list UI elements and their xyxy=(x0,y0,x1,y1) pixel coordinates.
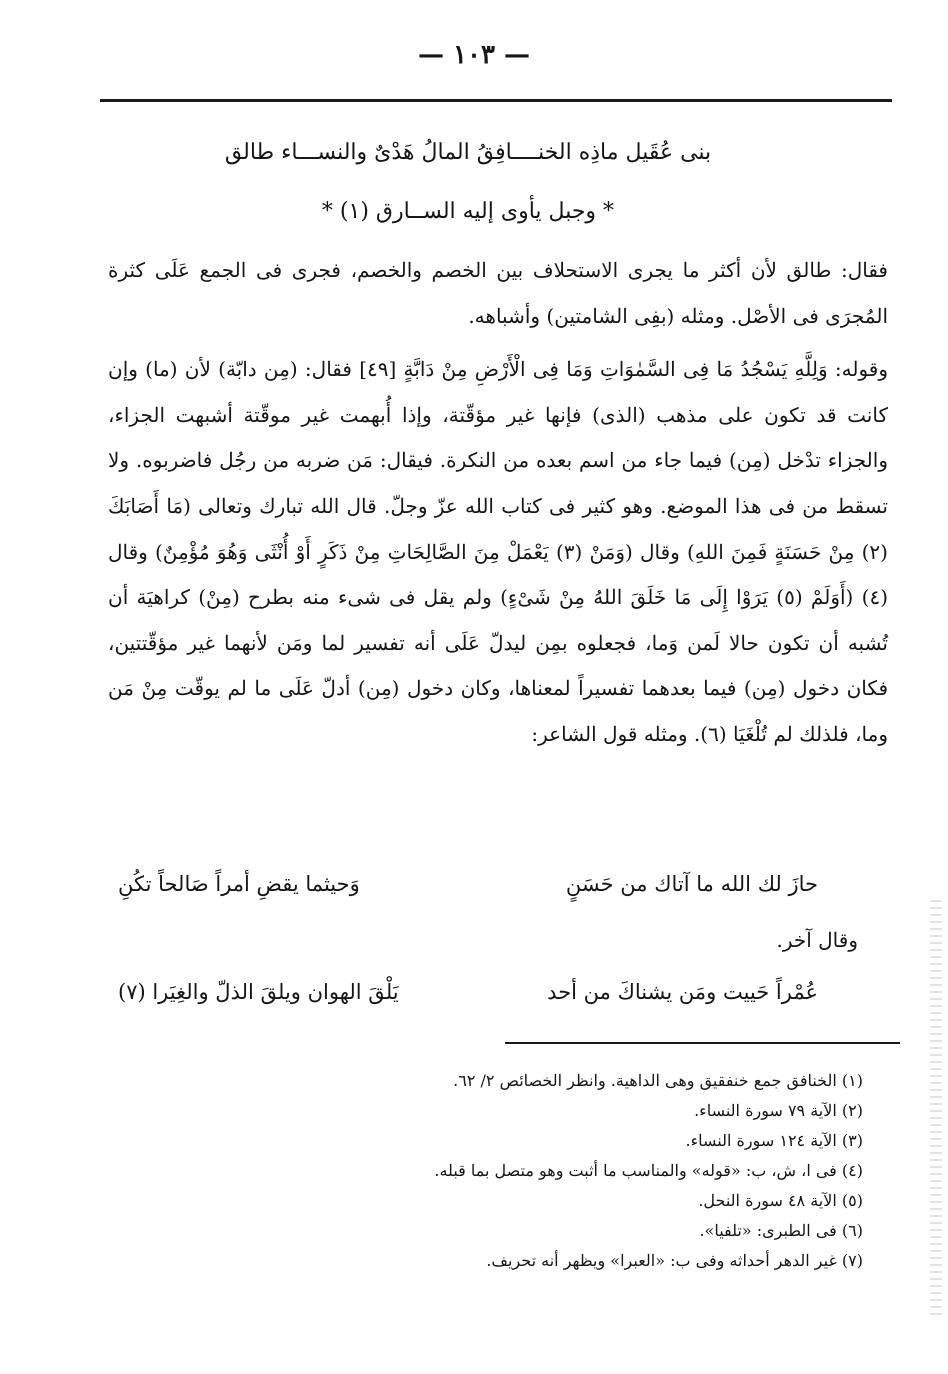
footnote: (٥) الآية ٤٨ سورة النحل. xyxy=(698,1191,863,1210)
footnote: (٧) غير الدهر أحداثه وفى ب: «العبرا» ويظهر أنه تحريف. xyxy=(486,1251,863,1270)
verse-line-1: بنى عُقَيل ماذِه الخنــــافِقُ المالُ هَدْىٌ والنســـاء طالق xyxy=(224,140,712,165)
verse-line-2: * وجبل يأوى إليه الســارق (١) * xyxy=(321,199,615,224)
footnote: (٦) فى الطبرى: «تلفيا». xyxy=(699,1221,863,1240)
paragraph: فقال: طالق لأن أكثر ما يجرى الاستحلاف بين الخصم والخصم، فجرى فى الجمع عَلَى كثرة المُجرَى فى الأصْل. ومثله (بفِى الشامتين) وأشباهه. xyxy=(108,258,888,328)
footnotes xyxy=(263,1066,863,1276)
scan-edge-noise xyxy=(930,900,942,1320)
header-rule xyxy=(100,99,892,102)
poem-hemistich-right: عُمْراً حَييت ومَن يشناكَ من أحد xyxy=(547,980,818,1004)
footnote: (١) الخنافق جمع خنفقيق وهى الداهية. وانظر الخصائص ٢/ ٦٢. xyxy=(453,1071,863,1090)
footnote: (٢) الآية ٧٩ سورة النساء. xyxy=(694,1101,863,1120)
main-text xyxy=(108,248,888,758)
page-number: — ١٠٣ — xyxy=(417,40,531,70)
footnote: (٣) الآية ١٢٤ سورة النساء. xyxy=(685,1131,863,1150)
footnote: (٤) فى ا، ش، ب: «قوله» والمناسب ما أثبت وهو متصل بما قبله. xyxy=(434,1161,863,1180)
paragraph: وقوله: وَلِلَّهِ يَسْجُدُ مَا فِى السَّمٰوَاتِ وَمَا فِى الْأَرْضِ مِنْ دَابَّةٍ [٤٩] فقال: (مِن دابّة) لأن (ما) وإن كانت قد تكون على مذهب (الذى) فإنها غير مؤقّتة، وإذا أُبهمت غير موقّتة أشبهت الجزاء، والجزاء تدْخل (مِن) فيما جاء من اسم بعده من النكرة. فيقال: مَن ضربه من رجُل فاضربوه. ولا تسقط من فى هذا الموضع. وهو كثير فى كتاب الله عزّ وجلّ. قال الله تبارك وتعالى (مَا أَصَابَكَ (٢) مِنْ حَسَنَةٍ فَمِنَ اللهِ) وقال (وَمَنْ (٣) يَعْمَلْ مِنَ الصَّالِحَاتِ مِنْ ذَكَرٍ أَوْ أُنْثَى وَهُوَ مُؤْمِنٌ) وقال (٤) (أَوَلَمْ (٥) يَرَوْا إِلَى مَا خَلَقَ اللهُ مِنْ شَىْءٍ) ولم يقل فى شىء منه بطرح (مِنْ) كراهيَة أن تُشبه أن تكون حالا لَمن وَما، فجعلوه بمِن ليدلّ عَلَى أنه تفسير لما ومَن لأنهما غير مؤقّتتين، فكان دخول (مِن) فيما بعدهما تفسيراً لمعناها، وكان دخول (مِن) أدلّ عَلَى ما لم يوقّت مِنْ مَن وما، فلذلك لم تُلْغَيَا (٦). ومثله قول الشاعر: xyxy=(108,357,888,746)
poem-verse-2 xyxy=(118,972,818,1012)
poem-intro: وقال آخر. xyxy=(776,928,858,952)
poem-hemistich-left: وَحيثما يقضِ أمراً صَالحاً تكُنِ xyxy=(118,872,360,896)
poem-hemistich-right: حازَ لك الله ما آتاك من حَسَنٍ xyxy=(565,872,818,896)
poem-verse-1 xyxy=(118,864,818,904)
poem-hemistich-left: يَلْقَ الهوان ويلقَ الذلّ والغِيَرا (٧) xyxy=(118,980,399,1004)
footnote-rule xyxy=(505,1042,900,1044)
